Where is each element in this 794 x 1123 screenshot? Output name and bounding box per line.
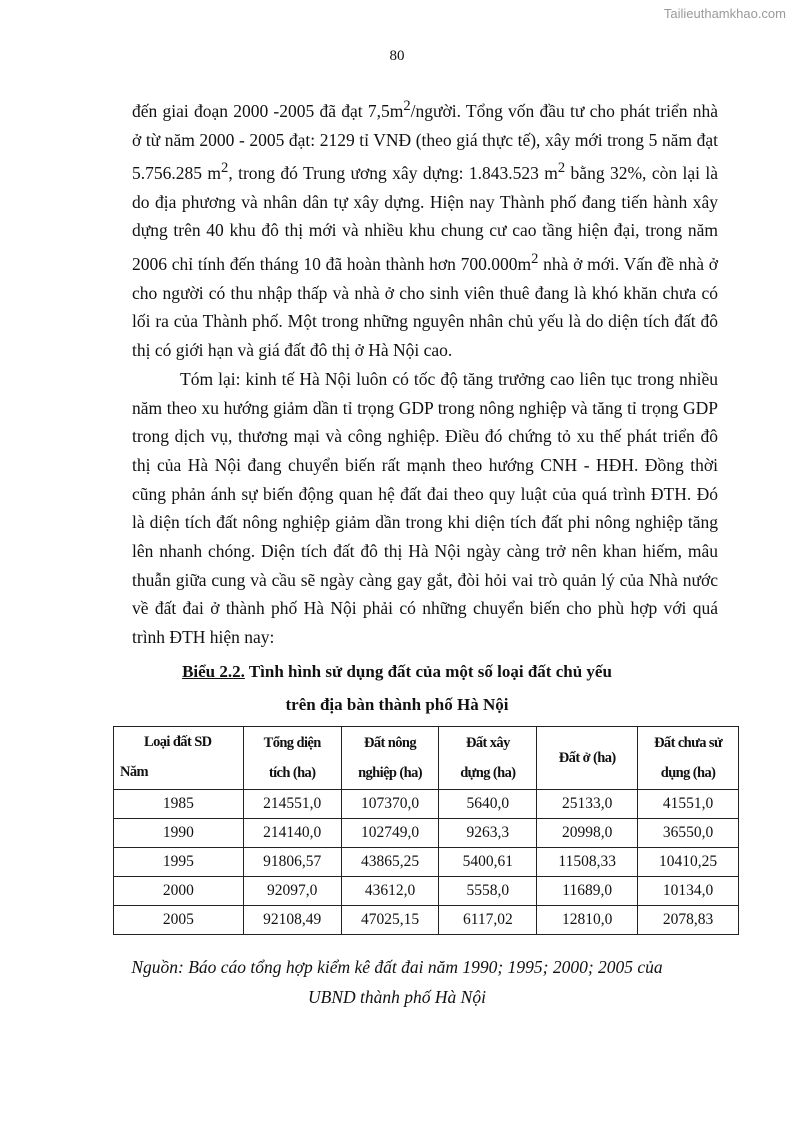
body-text — [132, 92, 718, 652]
cell-year: 2000 — [114, 877, 244, 906]
cell-total-area: 91806,57 — [243, 848, 341, 877]
corner-header: Loại đất SD Năm — [114, 727, 244, 790]
header-total-area: Tổng diện tích (ha) — [243, 727, 341, 790]
table-row — [114, 906, 739, 935]
paragraph-summary: Tóm lại: kinh tế Hà Nội luôn có tốc độ tăng trưởng cao liên tục trong nhiều năm theo xu hướng giảm dần tỉ trọng GDP trong nông nghiệp và tăng tỉ trọng GDP trong dịch vụ, thương mại và công nghiệp. Điều đó chứng tỏ xu thế phát triển đô thị của Hà Nội đang chuyển biến rất mạnh theo hướng CNH - HĐH. Đồng thời cũng phản ánh sự biến động quan hệ đất đai theo quy luật của quá trình ĐTH. Đó là diện tích đất nông nghiệp giảm dần trong khi diện tích đất phi nông nghiệp tăng lên nhanh chóng. Diện tích đất đô thị Hà Nội ngày càng trở nên khan hiếm, mâu thuẫn giữa cung và cầu sẽ ngày càng gay gắt, đòi hỏi vai trò quản lý của Nhà nước về đất đai ở thành phố Hà Nội phải có những chuyển biến cho phù hợp với quá trình ĐTH hiện nay: — [132, 368, 718, 648]
cell-residential: 12810,0 — [537, 906, 638, 935]
cell-unused: 10410,25 — [638, 848, 739, 877]
cell-agricultural: 43865,25 — [341, 848, 439, 877]
table-caption — [0, 662, 794, 682]
table-header-row — [114, 727, 739, 790]
table-row — [114, 790, 739, 819]
cell-total-area: 214551,0 — [243, 790, 341, 819]
table-row — [114, 877, 739, 906]
table-caption-line2: trên địa bàn thành phố Hà Nội — [285, 695, 509, 714]
watermark: Tailieuthamkhao.com — [663, 6, 786, 21]
cell-year: 1985 — [114, 790, 244, 819]
table-caption-line1: Tình hình sử dụng đất của một số loại đất chủ yếu — [244, 662, 612, 681]
cell-construction: 9263,3 — [439, 819, 537, 848]
cell-agricultural: 107370,0 — [341, 790, 439, 819]
page-number: 80 — [389, 48, 405, 64]
cell-construction: 5558,0 — [439, 877, 537, 906]
header-residential-land: Đất ở (ha) — [537, 727, 638, 790]
cell-total-area: 92108,49 — [243, 906, 341, 935]
paragraph-housing: đến giai đoạn 2000 -2005 đã đạt $7,5m^2$/người. Tổng vốn đầu tư cho phát triển nhà ở từ năm 2000 - 2005 đạt: 2129 tỉ VNĐ (theo giá thực tế), xây mới trong 5 năm đạt 5.756.285 $m^2$, trong đó Trung ương xây dựng: 1.843.523 $m^2$ bằng 32%, còn lại là do địa phương và nhân dân tự xây dựng. Hiện nay Thành phố đang tiến hành xây dựng trên 40 khu đô thị mới và nhiều khu chung cư cao tầng hiện đại, trong năm 2006 chỉ tính đến tháng 10 đã hoàn thành hơn $700.000m^2$ nhà ở mới. Vấn đề nhà ở cho người có thu nhập thấp và nhà ở cho sinh viên thuê đang là khó khăn chưa có lối ra của Thành phố. Một trong những nguyên nhân chủ yếu là do diện tích đất đô thị có giới hạn và giá đất đô thị ở Hà Nội cao. — [132, 98, 718, 361]
cell-year: 2005 — [114, 906, 244, 935]
cell-total-area: 214140,0 — [243, 819, 341, 848]
header-agricultural-land: Đất nông nghiệp (ha) — [341, 727, 439, 790]
cell-residential: 11508,33 — [537, 848, 638, 877]
cell-residential: 11689,0 — [537, 877, 638, 906]
cell-construction: 6117,02 — [439, 906, 537, 935]
header-construction-land: Đất xây dựng (ha) — [439, 727, 537, 790]
table-row — [114, 848, 739, 877]
table-caption-label: Biểu 2.2. — [182, 662, 245, 681]
cell-unused: 41551,0 — [638, 790, 739, 819]
cell-total-area: 92097,0 — [243, 877, 341, 906]
land-use-table — [113, 726, 739, 935]
cell-unused: 2078,83 — [638, 906, 739, 935]
cell-unused: 10134,0 — [638, 877, 739, 906]
cell-agricultural: 47025,15 — [341, 906, 439, 935]
cell-unused: 36550,0 — [638, 819, 739, 848]
cell-agricultural: 43612,0 — [341, 877, 439, 906]
source-note: Nguồn: Báo cáo tổng hợp kiểm kê đất đai năm 1990; 1995; 2000; 2005 của UBND thành phố Hà Nội — [131, 957, 663, 1007]
table-row — [114, 819, 739, 848]
header-unused-land: Đất chưa sử dụng (ha) — [638, 727, 739, 790]
cell-year: 1995 — [114, 848, 244, 877]
cell-residential: 20998,0 — [537, 819, 638, 848]
cell-year: 1990 — [114, 819, 244, 848]
cell-agricultural: 102749,0 — [341, 819, 439, 848]
cell-residential: 25133,0 — [537, 790, 638, 819]
cell-construction: 5640,0 — [439, 790, 537, 819]
cell-construction: 5400,61 — [439, 848, 537, 877]
